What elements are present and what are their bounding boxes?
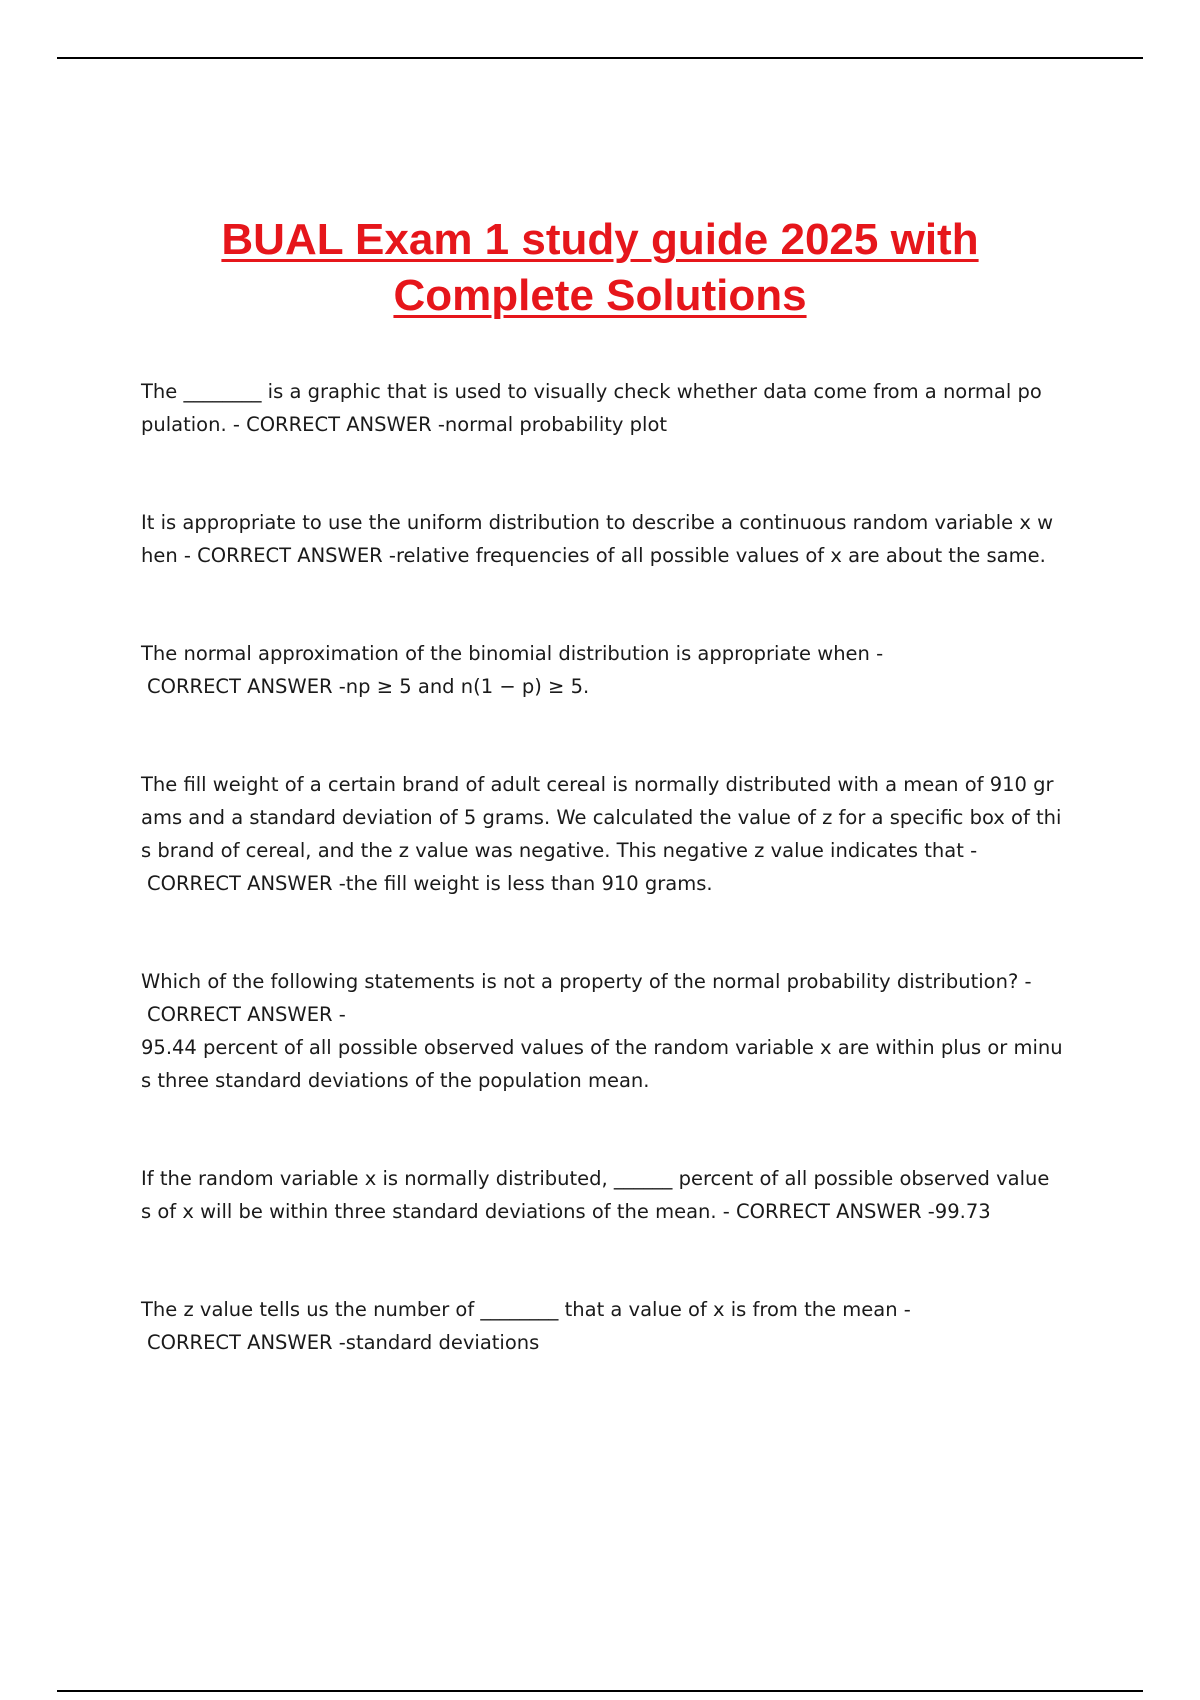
qa-line: pulation. - CORRECT ANSWER -normal probability plot <box>141 413 668 436</box>
qa-item <box>141 1293 1061 1359</box>
qa-line: The fill weight of a certain brand of adult cereal is normally distributed with a mean of 910 gr <box>141 773 1054 796</box>
qa-line: 95.44 percent of all possible observed values of the random variable x are within plus or minu <box>141 1036 1063 1059</box>
qa-line: s of x will be within three standard deviations of the mean. - CORRECT ANSWER -99.73 <box>141 1200 991 1223</box>
qa-line: The normal approximation of the binomial distribution is appropriate when - <box>141 642 884 665</box>
document-title <box>0 212 1200 324</box>
qa-line: Which of the following statements is not a property of the normal probability distribution? - <box>141 970 1032 993</box>
qa-line: CORRECT ANSWER -the fill weight is less than 910 grams. <box>147 872 713 895</box>
qa-item <box>141 637 1061 703</box>
qa-list <box>141 375 1061 1424</box>
qa-line: It is appropriate to use the uniform distribution to describe a continuous random variable x w <box>141 511 1054 534</box>
qa-line: CORRECT ANSWER - <box>147 1003 346 1026</box>
qa-item <box>141 506 1061 572</box>
title-line-1: BUAL Exam 1 study guide 2025 with <box>221 215 979 264</box>
qa-item <box>141 768 1061 900</box>
top-rule <box>57 57 1143 59</box>
qa-line: The ________ is a graphic that is used to visually check whether data come from a normal po <box>141 380 1042 403</box>
qa-item <box>141 965 1061 1097</box>
qa-line: ams and a standard deviation of 5 grams. We calculated the value of z for a specific box of thi <box>141 806 1062 829</box>
bottom-rule <box>57 1690 1143 1692</box>
qa-line: s three standard deviations of the population mean. <box>141 1069 650 1092</box>
qa-line: CORRECT ANSWER -standard deviations <box>147 1331 540 1354</box>
qa-line: s brand of cereal, and the z value was negative. This negative z value indicates that - <box>141 839 978 862</box>
qa-line: If the random variable x is normally distributed, ______ percent of all possible observed value <box>141 1167 1050 1190</box>
qa-line: The z value tells us the number of ________ that a value of x is from the mean - <box>141 1298 911 1321</box>
qa-line: hen - CORRECT ANSWER -relative frequencies of all possible values of x are about the same. <box>141 544 1046 567</box>
qa-item <box>141 1162 1061 1228</box>
qa-line: CORRECT ANSWER -np ≥ 5 and n(1 − p) ≥ 5. <box>147 675 590 698</box>
qa-item <box>141 375 1061 441</box>
title-line-2: Complete Solutions <box>393 271 807 320</box>
